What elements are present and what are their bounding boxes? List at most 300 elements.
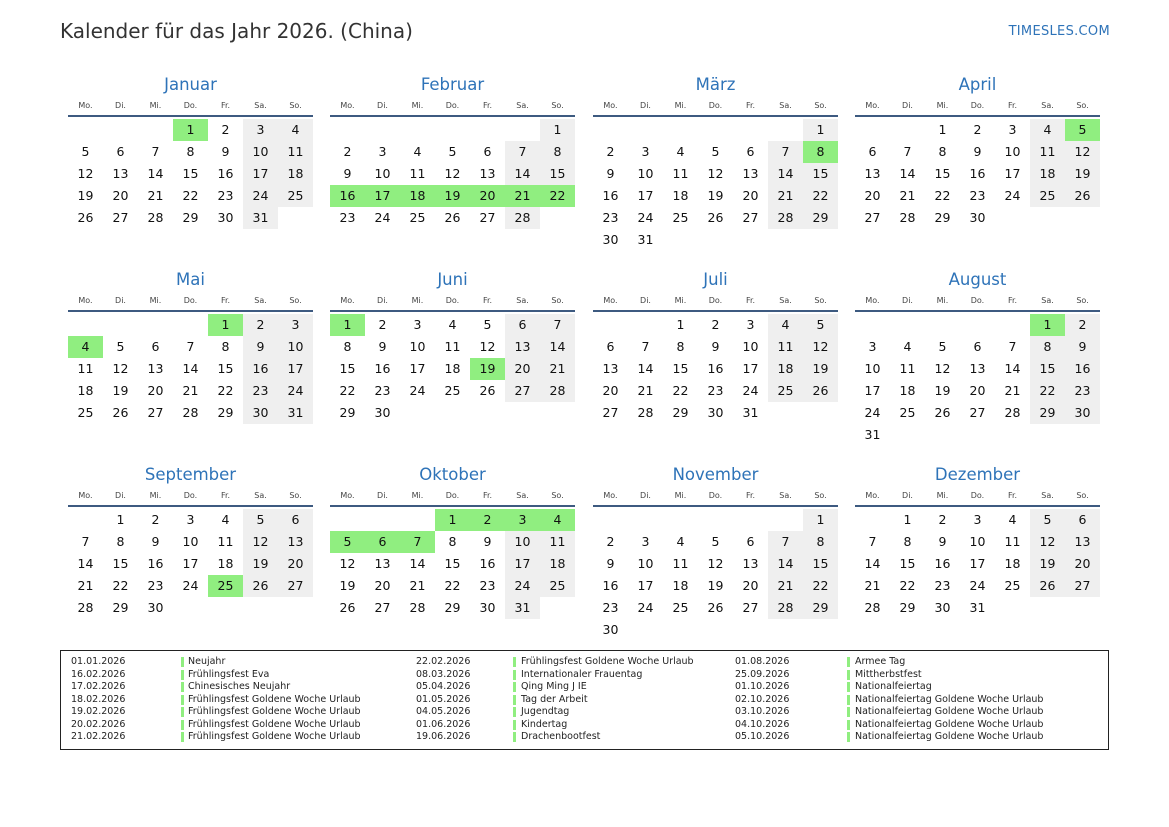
week-row xyxy=(593,229,838,251)
empty-day-cell xyxy=(768,402,803,424)
day-cell: 12 xyxy=(1065,141,1100,163)
holiday-date: 05.04.2026 xyxy=(416,681,471,692)
empty-day-cell xyxy=(995,597,1030,619)
week-row xyxy=(330,531,575,553)
day-cell: 22 xyxy=(934,188,951,203)
week-row xyxy=(855,380,1100,402)
empty-day-cell xyxy=(540,402,575,424)
day-cell: 9 xyxy=(378,339,387,354)
day-cell: 28 xyxy=(768,207,803,229)
empty-day-cell xyxy=(278,597,313,619)
day-cell: 28 xyxy=(182,405,199,420)
day-cell: 29 xyxy=(444,600,461,615)
day-cell: 4 xyxy=(448,317,457,332)
weekday-label: Di. xyxy=(377,491,388,500)
week-row xyxy=(68,207,313,229)
day-cell: 27 xyxy=(112,210,129,225)
day-cell: 8 xyxy=(186,144,195,159)
day-cell: 16 xyxy=(602,188,619,203)
site-link[interactable]: TIMESLES.COM xyxy=(1008,24,1110,39)
day-cell: 18 xyxy=(672,188,689,203)
day-cell: 13 xyxy=(147,361,164,376)
month-divider xyxy=(330,310,575,312)
day-cell: 7 xyxy=(768,531,803,553)
day-cell: 15 xyxy=(182,166,199,181)
day-cell: 17 xyxy=(864,383,881,398)
weekday-label: Di. xyxy=(902,101,913,110)
day-cell: 18 xyxy=(77,383,94,398)
day-cell: 14 xyxy=(768,553,803,575)
day-cell: 24 xyxy=(243,185,278,207)
day-cell: 26 xyxy=(339,600,356,615)
day-cell: 9 xyxy=(711,339,720,354)
day-cell: 4 xyxy=(1008,512,1017,527)
day-cell: 8 xyxy=(540,141,575,163)
day-cell: 1 xyxy=(173,119,208,141)
holiday-name: Frühlingsfest Goldene Woche Urlaub xyxy=(521,656,694,667)
day-cell: 18 xyxy=(540,553,575,575)
day-cell: 2 xyxy=(221,122,230,137)
day-cell: 24 xyxy=(637,600,654,615)
day-cell: 9 xyxy=(938,534,947,549)
holiday-name: Frühlingsfest Goldene Woche Urlaub xyxy=(188,718,361,730)
month-name: März xyxy=(695,75,736,94)
day-cell: 13 xyxy=(505,336,540,358)
day-cell: 22 xyxy=(339,383,356,398)
day-cell: 20 xyxy=(742,578,759,593)
holiday-name: Frühlingsfest Goldene Woche Urlaub xyxy=(188,731,361,742)
week-row xyxy=(330,380,575,402)
weekday-label: Di. xyxy=(640,296,651,305)
day-cell: 9 xyxy=(606,166,615,181)
week-row xyxy=(330,597,575,619)
week-row xyxy=(68,553,313,575)
day-cell: 23 xyxy=(243,380,278,402)
month-dezember xyxy=(855,464,1100,619)
day-cell: 22 xyxy=(444,578,461,593)
empty-day-cell xyxy=(995,207,1030,229)
day-cell: 6 xyxy=(1065,509,1100,531)
empty-day-cell xyxy=(628,119,663,141)
day-cell: 26 xyxy=(1030,575,1065,597)
day-cell: 8 xyxy=(803,141,838,163)
day-cell: 9 xyxy=(343,166,352,181)
day-cell: 19 xyxy=(435,185,470,207)
weekday-label: Mo. xyxy=(603,101,618,110)
empty-day-cell xyxy=(925,424,960,446)
empty-day-cell xyxy=(733,229,768,251)
weekday-label: Sa. xyxy=(516,296,529,305)
month-januar xyxy=(68,74,313,229)
day-cell: 20 xyxy=(742,188,759,203)
day-cell: 4 xyxy=(676,534,685,549)
day-cell: 14 xyxy=(77,556,94,571)
day-cell: 17 xyxy=(409,361,426,376)
weekday-label: So. xyxy=(551,491,564,500)
holiday-legend xyxy=(60,650,1109,750)
day-cell: 18 xyxy=(1030,163,1065,185)
week-row xyxy=(330,314,575,336)
weekday-label: Mo. xyxy=(340,101,355,110)
holiday-name: Nationalfeiertag Goldene Woche Urlaub xyxy=(855,718,1044,730)
day-cell: 30 xyxy=(1065,402,1100,424)
day-cell: 16 xyxy=(969,166,986,181)
day-cell: 6 xyxy=(483,144,492,159)
weekday-label: So. xyxy=(1076,491,1089,500)
empty-day-cell xyxy=(1065,207,1100,229)
holiday-marker xyxy=(181,657,184,667)
week-row xyxy=(855,163,1100,185)
day-cell: 22 xyxy=(112,578,129,593)
day-cell: 17 xyxy=(182,556,199,571)
week-row xyxy=(855,185,1100,207)
day-cell: 18 xyxy=(444,361,461,376)
day-cell: 28 xyxy=(768,597,803,619)
holiday-date: 20.02.2026 xyxy=(71,718,126,730)
day-cell: 15 xyxy=(672,361,689,376)
day-cell: 27 xyxy=(147,405,164,420)
day-cell: 27 xyxy=(742,600,759,615)
day-cell: 2 xyxy=(243,314,278,336)
day-cell: 5 xyxy=(116,339,125,354)
day-cell: 4 xyxy=(540,509,575,531)
day-cell: 4 xyxy=(278,119,313,141)
weekday-label: Sa. xyxy=(516,101,529,110)
day-cell: 16 xyxy=(602,578,619,593)
empty-day-cell xyxy=(330,119,365,141)
day-cell: 21 xyxy=(768,575,803,597)
day-cell: 12 xyxy=(112,361,129,376)
day-cell: 10 xyxy=(182,534,199,549)
day-cell: 15 xyxy=(899,556,916,571)
day-cell: 18 xyxy=(1004,556,1021,571)
empty-day-cell xyxy=(1030,597,1065,619)
day-cell: 25 xyxy=(672,210,689,225)
holiday-name: Chinesisches Neujahr xyxy=(188,681,291,692)
empty-day-cell xyxy=(663,229,698,251)
empty-day-cell xyxy=(663,119,698,141)
day-cell: 2 xyxy=(378,317,387,332)
week-row xyxy=(593,619,838,641)
week-row xyxy=(855,597,1100,619)
day-cell: 25 xyxy=(208,575,243,597)
month-juni xyxy=(330,269,575,424)
day-cell: 17 xyxy=(243,163,278,185)
week-row xyxy=(855,119,1100,141)
day-cell: 18 xyxy=(672,578,689,593)
day-cell: 15 xyxy=(934,166,951,181)
empty-day-cell xyxy=(733,509,768,531)
day-cell: 27 xyxy=(742,210,759,225)
week-row xyxy=(593,380,838,402)
day-cell: 19 xyxy=(77,188,94,203)
weekday-label: Do. xyxy=(183,101,198,110)
day-cell: 7 xyxy=(81,534,90,549)
empty-day-cell xyxy=(995,424,1030,446)
day-cell: 3 xyxy=(973,512,982,527)
day-cell: 16 xyxy=(707,361,724,376)
day-cell: 23 xyxy=(602,600,619,615)
day-cell: 20 xyxy=(470,185,505,207)
day-cell: 3 xyxy=(378,144,387,159)
empty-day-cell xyxy=(855,509,890,531)
day-cell: 28 xyxy=(77,600,94,615)
day-cell: 11 xyxy=(409,166,426,181)
weekday-label: Sa. xyxy=(254,101,267,110)
weekday-label: Mo. xyxy=(340,296,355,305)
holiday-name: Frühlingsfest Eva xyxy=(188,668,270,680)
day-cell: 19 xyxy=(470,358,505,380)
day-cell: 27 xyxy=(374,600,391,615)
day-cell: 19 xyxy=(243,553,278,575)
day-cell: 15 xyxy=(339,361,356,376)
day-cell: 20 xyxy=(112,188,129,203)
day-cell: 16 xyxy=(243,358,278,380)
empty-day-cell xyxy=(330,509,365,531)
week-row xyxy=(330,553,575,575)
day-cell: 24 xyxy=(742,383,759,398)
day-cell: 29 xyxy=(1030,402,1065,424)
day-cell: 19 xyxy=(707,188,724,203)
week-row xyxy=(855,314,1100,336)
day-cell: 20 xyxy=(505,358,540,380)
day-cell: 4 xyxy=(1030,119,1065,141)
holiday-marker xyxy=(513,670,516,680)
holiday-marker xyxy=(847,707,850,717)
day-cell: 17 xyxy=(365,185,400,207)
week-row xyxy=(68,336,313,358)
day-cell: 30 xyxy=(934,600,951,615)
day-cell: 20 xyxy=(147,383,164,398)
day-cell: 1 xyxy=(803,119,838,141)
holiday-date: 02.10.2026 xyxy=(735,693,790,705)
week-row xyxy=(68,185,313,207)
weekday-label: Mi. xyxy=(674,296,687,305)
day-cell: 29 xyxy=(217,405,234,420)
empty-day-cell xyxy=(173,314,208,336)
empty-day-cell xyxy=(540,597,575,619)
empty-day-cell xyxy=(1065,424,1100,446)
empty-day-cell xyxy=(855,119,890,141)
day-cell: 27 xyxy=(278,575,313,597)
day-cell: 15 xyxy=(1030,358,1065,380)
week-row xyxy=(593,163,838,185)
month-november xyxy=(593,464,838,641)
month-divider xyxy=(855,310,1100,312)
weekday-header xyxy=(855,488,1100,504)
day-cell: 24 xyxy=(505,575,540,597)
weekday-label: Do. xyxy=(708,296,723,305)
day-cell: 29 xyxy=(934,210,951,225)
week-row xyxy=(68,141,313,163)
day-cell: 21 xyxy=(505,185,540,207)
day-cell: 6 xyxy=(973,339,982,354)
day-cell: 24 xyxy=(278,380,313,402)
weekday-label: Mi. xyxy=(936,296,949,305)
day-cell: 4 xyxy=(413,144,422,159)
day-cell: 18 xyxy=(899,383,916,398)
page-title: Kalender für das Jahr 2026. (China) xyxy=(60,19,413,43)
weekday-label: Fr. xyxy=(1007,491,1018,500)
holiday-marker xyxy=(513,732,516,742)
weekday-label: Fr. xyxy=(745,491,756,500)
week-row xyxy=(330,358,575,380)
week-row xyxy=(593,314,838,336)
weekday-label: Mo. xyxy=(865,491,880,500)
month-divider xyxy=(68,310,313,312)
empty-day-cell xyxy=(628,509,663,531)
day-cell: 15 xyxy=(217,361,234,376)
day-cell: 31 xyxy=(243,207,278,229)
holiday-marker xyxy=(181,720,184,730)
day-cell: 20 xyxy=(1065,553,1100,575)
holiday-name: Qing Ming J IE xyxy=(521,681,587,692)
day-cell: 10 xyxy=(278,336,313,358)
weekday-label: Mo. xyxy=(865,296,880,305)
day-cell: 8 xyxy=(116,534,125,549)
day-cell: 19 xyxy=(934,383,951,398)
weekday-label: Mo. xyxy=(78,296,93,305)
day-cell: 2 xyxy=(343,144,352,159)
week-row xyxy=(330,163,575,185)
weekday-label: Mo. xyxy=(78,101,93,110)
weekday-label: Sa. xyxy=(254,491,267,500)
day-cell: 29 xyxy=(339,405,356,420)
day-cell: 5 xyxy=(330,531,365,553)
holiday-marker xyxy=(181,670,184,680)
holiday-date: 22.02.2026 xyxy=(416,656,471,667)
weekday-label: Di. xyxy=(902,491,913,500)
week-row xyxy=(855,424,1100,446)
week-row xyxy=(593,509,838,531)
day-cell: 30 xyxy=(602,622,619,637)
empty-day-cell xyxy=(103,314,138,336)
day-cell: 4 xyxy=(68,336,103,358)
empty-day-cell xyxy=(400,402,435,424)
empty-day-cell xyxy=(138,119,173,141)
day-cell: 29 xyxy=(803,597,838,619)
day-cell: 12 xyxy=(934,361,951,376)
holiday-marker xyxy=(513,707,516,717)
weekday-label: So. xyxy=(289,491,302,500)
week-row xyxy=(855,575,1100,597)
day-cell: 6 xyxy=(365,531,400,553)
day-cell: 30 xyxy=(243,402,278,424)
holiday-date: 19.06.2026 xyxy=(416,731,471,742)
day-cell: 23 xyxy=(339,210,356,225)
empty-day-cell xyxy=(768,229,803,251)
week-row xyxy=(855,531,1100,553)
weekday-label: Mi. xyxy=(936,101,949,110)
empty-day-cell xyxy=(593,314,628,336)
day-cell: 17 xyxy=(742,361,759,376)
day-cell: 22 xyxy=(217,383,234,398)
holiday-name: Frühlingsfest Goldene Woche Urlaub xyxy=(188,693,361,705)
month-divider xyxy=(855,505,1100,507)
month-name: Februar xyxy=(420,75,485,94)
week-row xyxy=(68,531,313,553)
week-row xyxy=(68,575,313,597)
week-row xyxy=(330,207,575,229)
holiday-marker xyxy=(181,695,184,705)
month-juli xyxy=(593,269,838,424)
day-cell: 22 xyxy=(182,188,199,203)
weekday-label: Fr. xyxy=(220,101,231,110)
day-cell: 21 xyxy=(768,185,803,207)
week-row xyxy=(593,336,838,358)
empty-day-cell xyxy=(400,509,435,531)
holiday-date: 01.01.2026 xyxy=(71,656,126,667)
empty-day-cell xyxy=(470,402,505,424)
day-cell: 21 xyxy=(77,578,94,593)
day-cell: 20 xyxy=(374,578,391,593)
empty-day-cell xyxy=(768,509,803,531)
day-cell: 24 xyxy=(969,578,986,593)
day-cell: 5 xyxy=(938,339,947,354)
day-cell: 13 xyxy=(278,531,313,553)
weekday-label: Sa. xyxy=(516,491,529,500)
day-cell: 11 xyxy=(278,141,313,163)
day-cell: 13 xyxy=(602,361,619,376)
day-cell: 23 xyxy=(374,383,391,398)
weekday-header xyxy=(855,293,1100,309)
day-cell: 7 xyxy=(868,534,877,549)
empty-day-cell xyxy=(995,314,1030,336)
day-cell: 8 xyxy=(221,339,230,354)
day-cell: 13 xyxy=(1065,531,1100,553)
day-cell: 17 xyxy=(637,578,654,593)
day-cell: 10 xyxy=(1004,144,1021,159)
holiday-marker xyxy=(847,732,850,742)
holiday-name: Nationalfeiertag Goldene Woche Urlaub xyxy=(855,706,1044,717)
empty-day-cell xyxy=(733,619,768,641)
holiday-date: 18.02.2026 xyxy=(71,693,126,705)
holiday-date: 01.10.2026 xyxy=(735,681,790,692)
week-row xyxy=(593,531,838,553)
week-row xyxy=(68,402,313,424)
day-cell: 26 xyxy=(934,405,951,420)
week-row xyxy=(68,597,313,619)
day-cell: 16 xyxy=(374,361,391,376)
weekday-label: Fr. xyxy=(220,491,231,500)
weekday-label: Mo. xyxy=(340,491,355,500)
day-cell: 2 xyxy=(938,512,947,527)
holiday-name: Kindertag xyxy=(521,718,568,730)
month-divider xyxy=(330,505,575,507)
week-row xyxy=(68,314,313,336)
day-cell: 11 xyxy=(1004,534,1021,549)
day-cell: 17 xyxy=(1004,166,1021,181)
holiday-name: Tag der Arbeit xyxy=(521,693,588,705)
day-cell: 31 xyxy=(864,427,881,442)
day-cell: 11 xyxy=(540,531,575,553)
weekday-label: Sa. xyxy=(779,101,792,110)
empty-day-cell xyxy=(960,424,995,446)
day-cell: 16 xyxy=(934,556,951,571)
week-row xyxy=(855,358,1100,380)
day-cell: 12 xyxy=(707,556,724,571)
day-cell: 3 xyxy=(868,339,877,354)
holiday-date: 17.02.2026 xyxy=(71,681,126,692)
weekday-label: So. xyxy=(551,296,564,305)
day-cell: 24 xyxy=(374,210,391,225)
day-cell: 1 xyxy=(208,314,243,336)
day-cell: 26 xyxy=(112,405,129,420)
month-september xyxy=(68,464,313,619)
month-name: Januar xyxy=(164,75,217,94)
holiday-name: Nationalfeiertag xyxy=(855,681,932,692)
empty-day-cell xyxy=(698,619,733,641)
